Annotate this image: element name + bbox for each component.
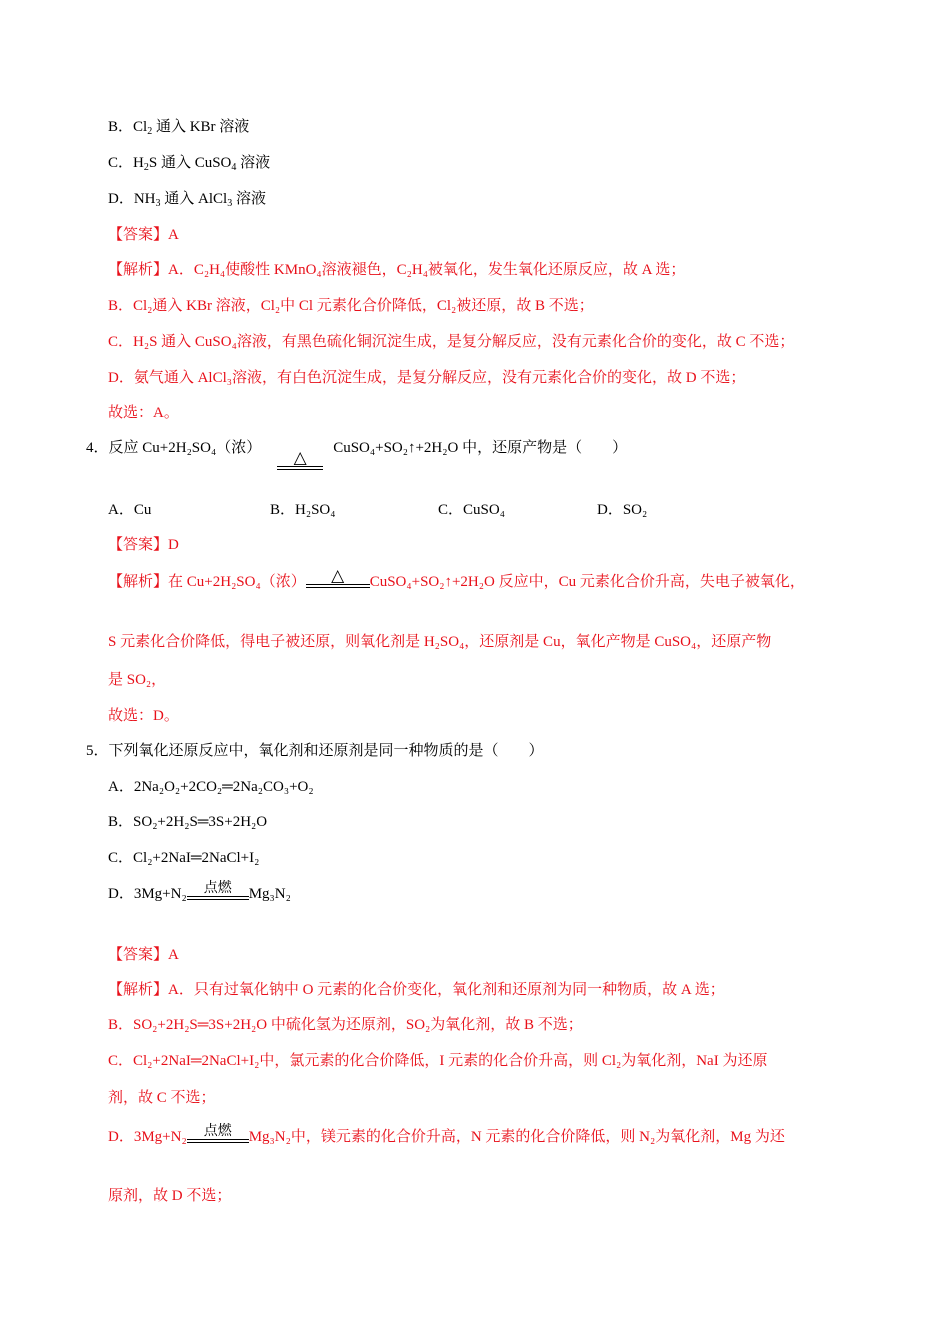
stem-text: 反应 Cu+2H₂SO₄（浓） (108, 440, 262, 456)
q5-option-c[interactable] (108, 848, 259, 868)
option-label: C． (438, 502, 464, 518)
option-text: 3Mg+N₂ (133, 886, 187, 902)
option-text: S 通入 CuSO (148, 155, 232, 171)
q5-option-a[interactable] (108, 777, 314, 797)
q3-option-d (108, 189, 266, 209)
subscript: 3 (155, 198, 161, 209)
answer-tag: 【答案】 (108, 227, 169, 243)
option-text: Cu (133, 502, 152, 518)
delta-icon: △ (293, 448, 307, 468)
stem-text: 下列氧化还原反应中，氧化剂和还原剂是同一种物质的是（ ） (108, 743, 544, 759)
option-text: H₂SO₄ (295, 502, 336, 518)
stem-text: CuSO₄+SO₂↑+2H₂O 中，还原产物是（ ） (333, 440, 628, 456)
analysis-tag: 【解析】 (108, 574, 169, 590)
option-label: B． (108, 814, 134, 830)
q5-option-d[interactable] (108, 880, 291, 905)
subscript: 2 (147, 126, 153, 137)
q5-analysis-c2: 剂，故 C 不选； (108, 1090, 216, 1106)
option-text: H (133, 155, 144, 171)
q3-analysis-a (108, 260, 685, 280)
subscript: 2 (143, 162, 149, 173)
option-text: NH (133, 191, 156, 207)
subscript: 3 (227, 198, 233, 209)
q3-option-c (108, 153, 270, 173)
q3-answer (108, 225, 179, 245)
q3-conclusion: 故选：A。 (108, 405, 179, 421)
q5-answer (108, 945, 179, 965)
answer-value: D (168, 537, 179, 553)
ignition-label: 点燃 (203, 1123, 232, 1139)
analysis-tag: 【解析】 (108, 982, 169, 998)
q4-analysis-line2: S 元素化合价降低，得电子被还原，则氧化剂是 H₂SO₄，还原剂是 Cu，氧化产物是 CuSO₄，还原产物 (108, 634, 772, 650)
q3-analysis-b: B．Cl₂通入 KBr 溶液，Cl₂中 Cl 元素化合价降低，Cl₂被还原，故 B 不选； (108, 298, 594, 314)
option-label: A． (108, 502, 134, 518)
question-number: 5． (86, 743, 109, 759)
option-label: B． (108, 119, 134, 135)
q5-analysis-d2: 原剂，故 D 不选； (108, 1188, 232, 1204)
answer-tag: 【答案】 (108, 537, 169, 553)
analysis-text: D．3Mg+N₂ (108, 1129, 187, 1145)
q5-analysis-a (108, 980, 725, 1000)
q4-stem (86, 438, 628, 468)
q4-option-a[interactable] (108, 500, 151, 520)
option-label: D． (108, 886, 134, 902)
answer-value: A (168, 227, 179, 243)
ignition-condition (187, 880, 249, 905)
heating-condition (277, 448, 323, 468)
option-label: D． (597, 502, 623, 518)
q5-analysis-c1: C．Cl₂+2NaI═2NaCl+I₂中，氯元素的化合价降低，I 元素的化合价升高，则 Cl₂为氧化剂，NaI 为还原 (108, 1053, 768, 1069)
q4-option-c[interactable] (438, 500, 505, 520)
option-text: Mg₃N₂ (248, 886, 291, 902)
q5-analysis-d1 (108, 1123, 785, 1148)
q3-analysis-d: D．氨气通入 AlCl₃溶液，有白色沉淀生成，是复分解反应，没有元素化合价的变化，故 D 不选； (108, 370, 746, 386)
analysis-text: 在 Cu+2H₂SO₄（浓） (168, 574, 306, 590)
subscript: 4 (231, 162, 237, 173)
q4-answer (108, 535, 179, 555)
q3-analysis-c: C．H₂S 通入 CuSO₄溶液，有黑色硫化铜沉淀生成，是复分解反应，没有元素化合价的变化，故 C 不选； (108, 334, 795, 350)
option-text: 溶液 (232, 191, 266, 207)
q4-analysis-line1 (108, 568, 805, 593)
heating-condition (306, 568, 370, 593)
delta-icon: △ (331, 566, 345, 586)
q4-conclusion: 故选：D。 (108, 708, 179, 724)
option-label: C． (108, 850, 134, 866)
ignition-label: 点燃 (203, 880, 232, 896)
q5-analysis-b: B．SO₂+2H₂S═3S+2H₂O 中硫化氢为还原剂，SO₂为氧化剂，故 B 不选； (108, 1017, 583, 1033)
q5-option-b[interactable] (108, 812, 267, 832)
q4-option-b[interactable] (270, 500, 335, 520)
option-text: Cl₂+2NaI═2NaCl+I₂ (133, 850, 260, 866)
option-text: Cl (133, 119, 148, 135)
q5-stem (86, 741, 544, 761)
option-text: 溶液 (236, 155, 271, 171)
option-text: 通入 AlCl (160, 191, 228, 207)
option-label: B． (270, 502, 296, 518)
analysis-text: A．只有过氧化钠中 O 元素的化合价变化，氧化剂和还原剂为同一种物质，故 A 选； (168, 982, 725, 998)
analysis-text: CuSO₄+SO₂↑+2H₂O 反应中，Cu 元素化合价升高，失电子被氧化， (369, 574, 805, 590)
question-number: 4． (86, 440, 109, 456)
option-label: D． (108, 191, 134, 207)
option-label: A． (108, 779, 134, 795)
q4-option-d[interactable] (597, 500, 647, 520)
q3-option-b (108, 117, 249, 137)
analysis-text: A．C₂H₄使酸性 KMnO₄溶液褪色，C₂H₄被氧化，发生氧化还原反应，故 A 选； (168, 262, 686, 278)
option-label: C． (108, 155, 134, 171)
analysis-tag: 【解析】 (108, 262, 169, 278)
option-text: CuSO₄ (463, 502, 505, 518)
analysis-text: Mg₃N₂中，镁元素的化合价升高，N 元素的化合价降低，则 N₂为氧化剂，Mg 为还 (248, 1129, 785, 1145)
ignition-condition (187, 1123, 249, 1148)
q4-analysis-line3: 是 SO₂， (108, 672, 167, 688)
answer-tag: 【答案】 (108, 947, 169, 963)
option-text: 通入 KBr 溶液 (152, 119, 250, 135)
answer-value: A (168, 947, 179, 963)
option-text: SO₂ (622, 502, 648, 518)
option-text: SO₂+2H₂S═3S+2H₂O (133, 814, 268, 830)
option-text: 2Na₂O₂+2CO₂═2Na₂CO₃+O₂ (133, 779, 314, 795)
